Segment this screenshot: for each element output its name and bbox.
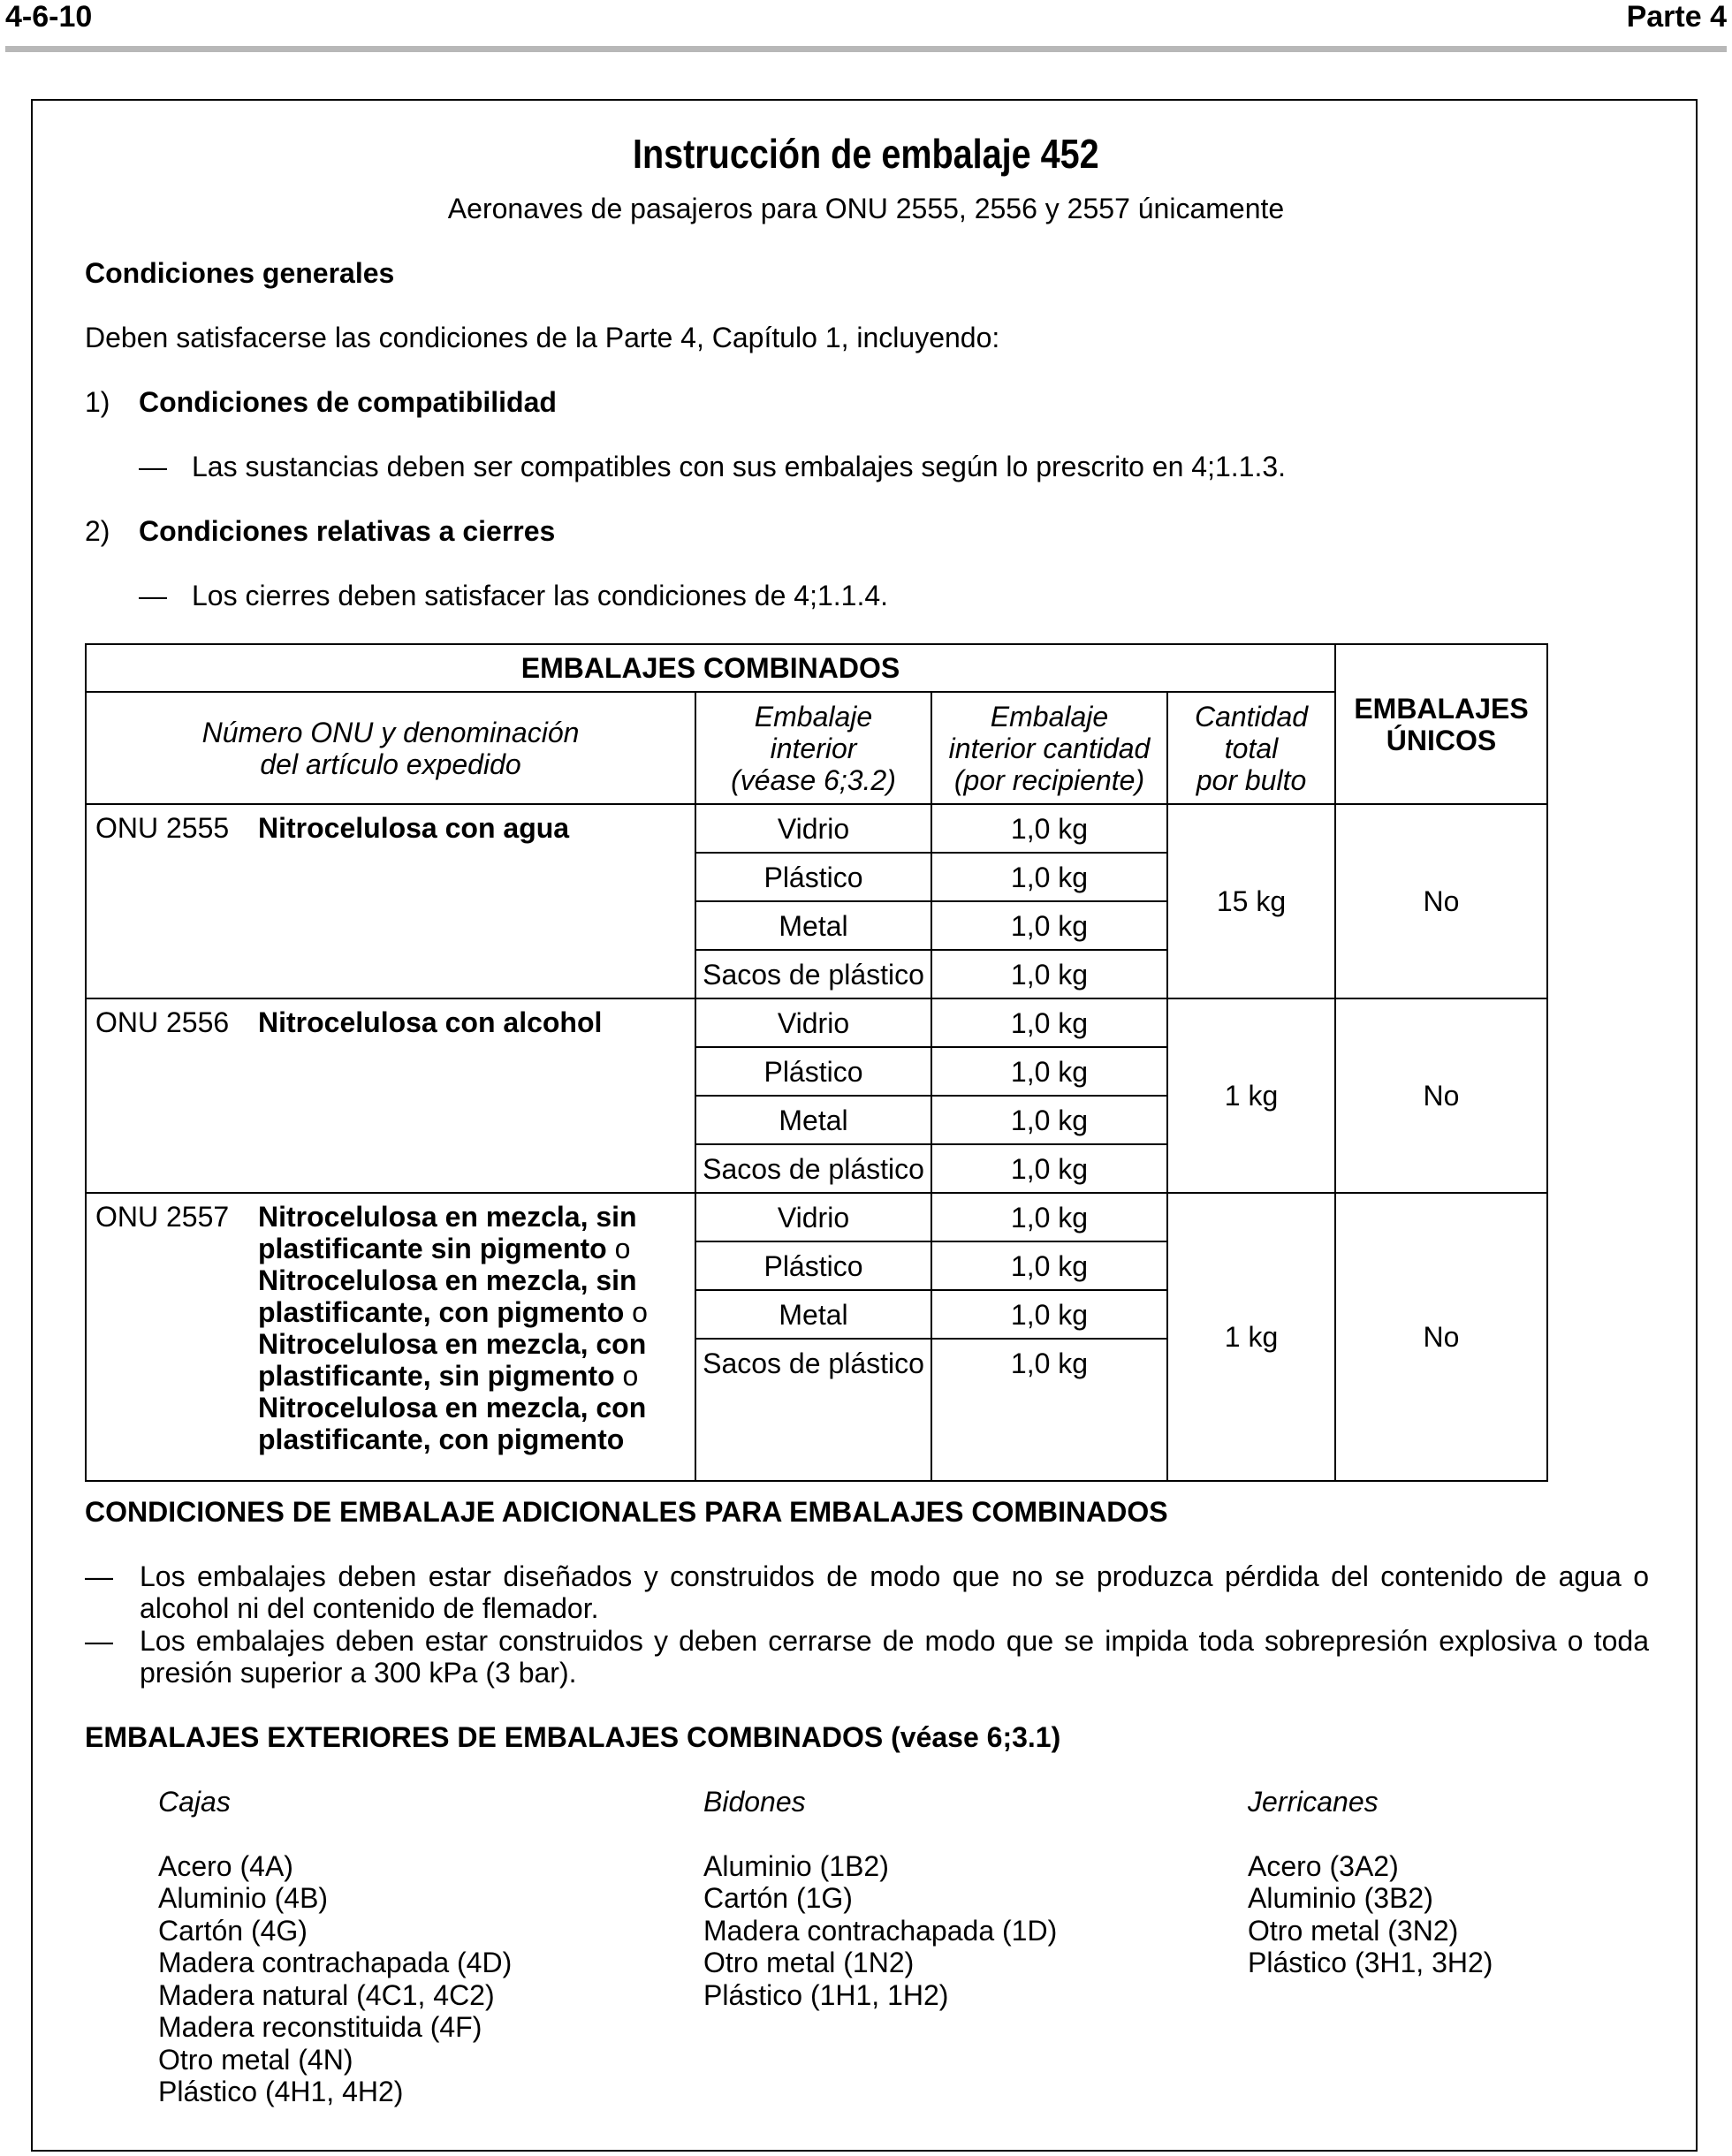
inner-packaging: Metal bbox=[695, 1290, 931, 1339]
inner-quantity: 1,0 kg bbox=[931, 1290, 1167, 1339]
item-1-number: 1) bbox=[85, 386, 110, 418]
column-title: Cajas bbox=[158, 1786, 231, 1818]
inner-packaging: Sacos de plástico bbox=[695, 1144, 931, 1193]
item-2-dash: — bbox=[139, 580, 167, 611]
inner-quantity-blank bbox=[931, 1387, 1167, 1481]
col-un-header: Número ONU y denominación del artículo expedido bbox=[86, 692, 695, 804]
list-item: Acero (3A2) bbox=[1248, 1849, 1399, 1882]
list-item: Otro metal (4N) bbox=[158, 2043, 353, 2076]
list-item: Plástico (1H1, 1H2) bbox=[703, 1978, 949, 2011]
additional-item: — Los embalajes deben estar diseñados y construidos de modo que no se produzca pérdida del contenido de agua o alcohol ni del contenido de flemador. bbox=[85, 1560, 1649, 1624]
list-item: Plástico (4H1, 4H2) bbox=[158, 2076, 404, 2107]
inner-quantity: 1,0 kg bbox=[931, 1241, 1167, 1290]
inner-packaging: Vidrio bbox=[695, 998, 931, 1047]
list-item: Cartón (1G) bbox=[703, 1882, 853, 1914]
general-heading: Condiciones generales bbox=[85, 257, 395, 289]
list-item: Madera contrachapada (4D) bbox=[158, 1947, 513, 1978]
single-packaging: No bbox=[1335, 804, 1547, 998]
list-item: Cartón (4G) bbox=[158, 1914, 308, 1947]
inner-packaging: Plástico bbox=[695, 1241, 931, 1290]
instruction-title: Instrucción de embalaje 452 bbox=[633, 131, 1099, 177]
inner-packaging: Sacos de plástico bbox=[695, 1339, 931, 1387]
inner-quantity: 1,0 kg bbox=[931, 853, 1167, 901]
outer-column-jerricanes bbox=[1248, 1786, 1493, 1979]
header-rule bbox=[5, 46, 1727, 52]
inner-quantity: 1,0 kg bbox=[931, 1144, 1167, 1193]
list-item: Madera reconstituida (4F) bbox=[158, 2011, 482, 2043]
inner-quantity: 1,0 kg bbox=[931, 950, 1167, 998]
list-item: Aluminio (3B2) bbox=[1248, 1882, 1433, 1914]
inner-packaging: Vidrio bbox=[695, 804, 931, 853]
inner-packaging: Plástico bbox=[695, 1047, 931, 1096]
list-item: Madera natural (4C1, 4C2) bbox=[158, 1978, 495, 2011]
page-number: 4-6-10 bbox=[5, 0, 93, 34]
list-item: Plástico (3H1, 3H2) bbox=[1248, 1947, 1493, 1978]
item-1-text: Las sustancias deben ser compatibles con sus embalajes según lo prescrito en 4;1.1.3. bbox=[192, 451, 1287, 482]
inner-packaging: Plástico bbox=[695, 853, 931, 901]
single-packaging: No bbox=[1335, 1193, 1547, 1481]
inner-quantity: 1,0 kg bbox=[931, 1047, 1167, 1096]
page-header bbox=[0, 0, 1732, 53]
combined-packagings-header: EMBALAJES COMBINADOS bbox=[86, 644, 1335, 692]
list-item: Aluminio (4B) bbox=[158, 1882, 329, 1914]
inner-quantity: 1,0 kg bbox=[931, 1096, 1167, 1144]
inner-packaging: Vidrio bbox=[695, 1193, 931, 1241]
un-cell: ONU 2555 Nitrocelulosa con agua bbox=[86, 804, 695, 998]
total-quantity: 1 kg bbox=[1167, 1193, 1335, 1481]
inner-packaging: Sacos de plástico bbox=[695, 950, 931, 998]
item-2-title: Condiciones relativas a cierres bbox=[139, 515, 556, 547]
inner-quantity: 1,0 kg bbox=[931, 1193, 1167, 1241]
inner-quantity: 1,0 kg bbox=[931, 1339, 1167, 1387]
instruction-subtitle: Aeronaves de pasajeros para ONU 2555, 2556 y 2557 únicamente bbox=[447, 193, 1285, 224]
column-title: Jerricanes bbox=[1248, 1786, 1379, 1818]
additional-item: — Los embalajes deben estar construidos y deben cerrarse de modo que se impida toda sobrepresión explosiva o toda presión superior a 300 kPa (3 bar). bbox=[85, 1625, 1649, 1689]
item-2-text: Los cierres deben satisfacer las condiciones de 4;1.1.4. bbox=[192, 580, 889, 611]
item-1-title: Condiciones de compatibilidad bbox=[139, 386, 557, 418]
inner-packaging-blank bbox=[695, 1387, 931, 1481]
inner-quantity: 1,0 kg bbox=[931, 998, 1167, 1047]
outer-heading: EMBALAJES EXTERIORES DE EMBALAJES COMBINADOS (véase 6;3.1) bbox=[85, 1721, 1061, 1753]
single-packagings-header: EMBALAJES ÚNICOS bbox=[1335, 644, 1547, 804]
additional-heading: CONDICIONES DE EMBALAJE ADICIONALES PARA EMBALAJES COMBINADOS bbox=[85, 1496, 1168, 1528]
single-packaging: No bbox=[1335, 998, 1547, 1193]
inner-packaging: Metal bbox=[695, 1096, 931, 1144]
outer-column-bidones bbox=[703, 1786, 1057, 2011]
total-quantity: 1 kg bbox=[1167, 998, 1335, 1193]
col-total-header: Cantidad total por bulto bbox=[1167, 692, 1335, 804]
total-quantity: 15 kg bbox=[1167, 804, 1335, 998]
list-item: Madera contrachapada (1D) bbox=[703, 1914, 1058, 1947]
list-item: Otro metal (1N2) bbox=[703, 1947, 915, 1978]
table-row bbox=[86, 998, 1547, 1047]
column-title: Bidones bbox=[703, 1786, 806, 1818]
list-item: Aluminio (1B2) bbox=[703, 1849, 889, 1882]
list-item: Acero (4A) bbox=[158, 1849, 293, 1882]
inner-quantity: 1,0 kg bbox=[931, 804, 1167, 853]
col-inner-header: Embalaje interior (véase 6;3.2) bbox=[695, 692, 931, 804]
packing-table bbox=[85, 643, 1548, 1482]
list-item: Otro metal (3N2) bbox=[1248, 1914, 1459, 1947]
outer-column-cajas bbox=[158, 1786, 512, 2108]
item-1-dash: — bbox=[139, 451, 167, 482]
un-cell: ONU 2556 Nitrocelulosa con alcohol bbox=[86, 998, 695, 1193]
part-label: Parte 4 bbox=[1626, 0, 1727, 34]
table-row bbox=[86, 1193, 1547, 1241]
un-cell: ONU 2557 Nitrocelulosa en mezcla, sin plastificante sin pigmento o Nitrocelulosa en mezcla, sin plastificante, con pigmento o Nitrocelulosa en mezcla, con plastificante, sin pigmento o Nitrocelulosa en mezcla, con plastificante, con pigmento bbox=[86, 1193, 695, 1481]
general-intro: Deben satisfacerse las condiciones de la Parte 4, Capítulo 1, incluyendo: bbox=[85, 322, 1000, 353]
inner-packaging: Metal bbox=[695, 901, 931, 950]
inner-quantity: 1,0 kg bbox=[931, 901, 1167, 950]
col-qty-header: Embalaje interior cantidad (por recipiente) bbox=[931, 692, 1167, 804]
table-row bbox=[86, 804, 1547, 853]
item-2-number: 2) bbox=[85, 515, 110, 547]
